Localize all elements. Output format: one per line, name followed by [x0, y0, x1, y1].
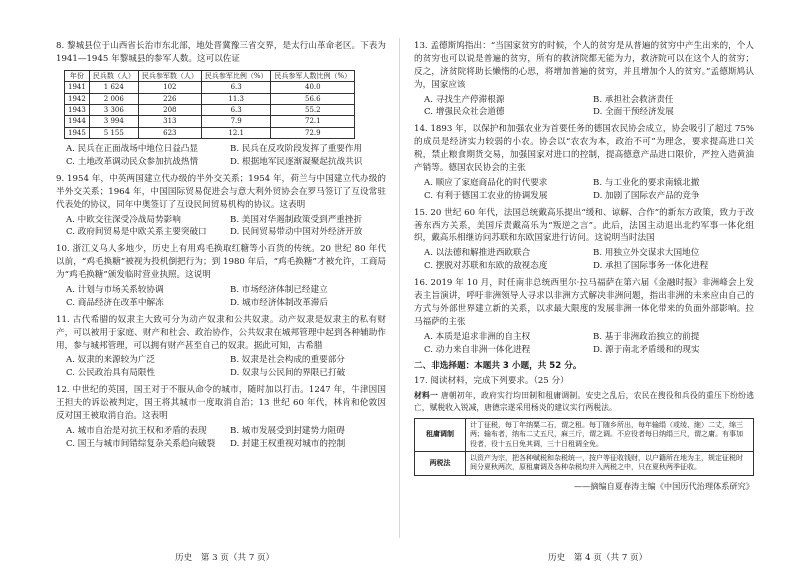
option-c: C. 商品经济在改革中解冻 [66, 297, 164, 308]
option-b: B. 用独立外交谋求大国地位 [593, 248, 700, 259]
question-9-options [66, 214, 386, 240]
tax-system-table [414, 418, 754, 476]
option-c: C. 有利于德国工农业的协调发展 [424, 190, 548, 201]
table-header: 民兵参军比例（%） [201, 70, 271, 81]
question-11-options [66, 354, 386, 380]
table-row [65, 116, 355, 127]
table-cell: 72.9 [271, 127, 355, 138]
option-d: D. 城市经济体制改革滞后 [230, 297, 328, 308]
option-b: B. 奴隶是社会构成的重要部分 [230, 355, 345, 366]
table-cell: 623 [138, 127, 201, 138]
table-row [65, 82, 355, 93]
table-cell: 102 [138, 82, 201, 93]
table-cell: 12.1 [201, 127, 271, 138]
question-15-stem: 15. 20 世纪 60 年代，法国总统戴高乐提出“缓和、谅解、合作”的新东方政策，致力于改善东西方关系，美国斥责戴高乐为“叛逆之言”。此后，法国主动退出北约军事一体化组织，戴高乐相继访问苏联和东欧国家进行访问。这说明当时法国 [414, 207, 754, 244]
option-d: D. 封建王权重视对城市的控制 [230, 438, 346, 449]
table-row-head: 租庸调制 [415, 418, 466, 451]
option-c: C. 国王与城市间错综复杂关系趋向破裂 [66, 438, 216, 449]
option-c: C. 增强民众社会道德 [424, 107, 505, 118]
option-b: B. 民兵在反攻阶段发挥了重要作用 [230, 144, 363, 155]
option-b: B. 市场经济体制已经建立 [230, 285, 328, 296]
table-header-row [65, 70, 355, 81]
option-a: A. 民兵在正面战场中地位日益凸显 [66, 144, 198, 155]
question-12-stem: 12. 中世纪的英国，国王对于不服从命令的城市，随时加以打击。1247 年，牛津因国王担夫的诉讼被判定，国王将其城市一度取消自治；13 世纪 60 年代，林肯和伦敦因反对国王被取消自治。这表明 [56, 385, 386, 422]
option-a: A. 顺应了家庭商品化的时代要求 [424, 177, 548, 188]
table-cell: 56.6 [271, 93, 355, 104]
question-10-options [66, 284, 386, 310]
option-d: D. 民间贸易带动中国对外经济开放 [230, 227, 363, 238]
table-header: 民兵数（人） [89, 70, 138, 81]
table-cell: 1942 [65, 93, 90, 104]
table-cell: 3 306 [89, 104, 138, 115]
right-column [414, 40, 754, 492]
table-row [65, 93, 355, 104]
option-a: A. 本质是追求非洲的自主权 [424, 331, 531, 342]
section-heading: 二、非选择题：本题共 3 小题，共 52 分。 [414, 361, 582, 372]
option-b: B. 承担社会救济责任 [593, 94, 674, 105]
option-b: B. 与工业化的要求南辕北撤 [593, 177, 700, 188]
material-one [414, 390, 754, 413]
table-cell: 208 [138, 104, 201, 115]
question-13-options [424, 94, 754, 120]
option-d: D. 根据地军民逐渐凝聚起抗战共识 [230, 157, 363, 168]
question-9-stem: 9. 1954 年，中英两国建立代办级的半外交关系；1954 年，荷兰与中国建立代办级的半外交关系；1964 年，中国国际贸易促进会与意大利外贸协会在罗马签订了互设常驻代表处的协议，同年中奥签订了互设民间贸易机构的协议。这表明 [56, 173, 386, 210]
option-c: C. 政府间贸易是中欧关系主要突破口 [66, 227, 207, 238]
question-17-stem: 17. 阅读材料，完成下列要求。（25 分） [414, 376, 569, 387]
page-footer-right: 历史 第 4 页（共 7 页） [548, 553, 648, 563]
option-a: A. 奴隶的来源较为广泛 [66, 355, 156, 366]
question-14-stem: 14. 1893 年，以保护和加强农业为首要任务的德国农民协会成立，协会吸引了超过 75% 的成员是经济实力较弱的小农。协会以“农农为本，政治不可”为理念，要求提高进口关税，禁止粮食期货交易，加强国家对进口的控制，提高德意产品进口限价，严控入造黄油产销等。德国农民协会的主张 [414, 124, 754, 174]
option-b: B. 基于非洲政治独立的前提 [593, 331, 700, 342]
table-cell: 7.9 [201, 116, 271, 127]
option-d: D. 全面干预经济发展 [593, 107, 674, 118]
option-b: B. 城市发展受到封建势力阻碍 [230, 425, 345, 436]
page-footer-left: 历史 第 3 页（共 7 页） [175, 553, 275, 563]
option-d: D. 源于南北矛盾缓和的现实 [593, 344, 700, 355]
question-11-stem: 11. 古代希腊的奴隶主大致可分为动产奴隶和公共奴隶。动产奴隶是奴隶主的私有财产，可以被用于家庭、财产和杜会、政治协作，公共奴隶在城邦管理中起到各种辅助作用，参与城邦管理，可以拥有财产甚至自己的奴隶。据此可知，古希腊 [56, 314, 386, 351]
material-label: 材料一 [414, 391, 439, 401]
table-cell: 3 994 [89, 116, 138, 127]
table-cell: 6.3 [201, 82, 271, 93]
option-a: A. 城市自治是对抗王权和矛盾的表现 [66, 425, 207, 436]
table-cell: 以资产为宗，把各种赋税和杂税统一，按户等征收钱财，以户籍所在地为主，规定征税时间分夏秋两次，原租庸调及各种杂税均并入两税之中，只在夏秋两季征收。 [466, 451, 754, 475]
question-13-stem: 13. 孟德斯鸠指出：“当国家贫穷的时候，个人的贫穷是从普遍的贫穷中产生出来的，个人的贫穷也可以说是普遍的贫穷，所有的救济院都无能为力，救济院可以在这个人的贫穷；反之，济贫院将助长懒惰的心思，将增加普遍的贫穷，并且增加个人的贫穷。”孟德斯鸠认为，国家应该 [414, 41, 754, 90]
table-row [65, 127, 355, 138]
table-cell: 计丁征税，每丁年纳粟二石，谓之租。每丁随乡所出，每年输绢（或绫、絁）二丈，绵三两；输布者，纳布二丈五尺，麻三斤，谓之调。不应役者每日纳绢三尺，谓之庸。有事加役者，役十五日免其调，三十日租调全免。 [466, 418, 754, 451]
option-d: D. 加剧了国际农产品的竞争 [593, 190, 700, 201]
table-cell: 55.2 [271, 104, 355, 115]
option-c: C. 公民政治具有局限性 [66, 368, 156, 379]
option-d: D. 奴隶与公民间的界限已打破 [230, 368, 346, 379]
source-citation: ——摘编自夏春涛主编《中国历代治理体系研究》 [573, 480, 754, 491]
option-c: C. 摆脱对苏联和东欧的敌视态度 [424, 261, 548, 272]
option-c: C. 土地改革调动民众参加抗战热情 [66, 157, 199, 168]
table-cell: 313 [138, 116, 201, 127]
option-c: C. 动力来自非洲一体化进程 [424, 344, 531, 355]
conscription-table [64, 70, 355, 139]
table-header: 民兵参军数（人） [138, 70, 201, 81]
table-row [415, 418, 754, 451]
left-column [56, 40, 386, 455]
table-header: 年份 [65, 70, 90, 81]
table-header: 民兵参军人数比例（%） [271, 70, 355, 81]
question-16-options [424, 331, 754, 357]
table-cell: 1945 [65, 127, 90, 138]
option-a: A. 计划与市场关系较协调 [66, 285, 164, 296]
question-14-options [424, 177, 754, 203]
table-cell: 1 624 [89, 82, 138, 93]
table-cell: 2 006 [89, 93, 138, 104]
table-cell: 1944 [65, 116, 90, 127]
table-cell: 72.1 [271, 116, 355, 127]
table-row [415, 451, 754, 475]
column-divider [399, 38, 400, 538]
question-12-options [66, 425, 386, 451]
table-cell: 40.0 [271, 82, 355, 93]
table-cell: 11.3 [201, 93, 271, 104]
option-a: A. 以法德和解推进西欧联合 [424, 248, 531, 259]
table-cell: 1941 [65, 82, 90, 93]
option-d: D. 承担了国际事务一体化进程 [593, 261, 709, 272]
question-16-stem: 16. 2019 年 10 月，时任南非总统西里尔·拉马福萨在第六届《金融时报》非洲峰会上发表主旨演讲，呼吁非洲领导人寻求以非洲方式解决非洲问题，指出非洲的未来应由自己的方式与外部世界建立新的关系，以求最大限度的发展非洲一体化带来的负面外部影响。拉马福萨的主张 [414, 278, 754, 327]
table-cell: 5 155 [89, 127, 138, 138]
question-8-stem: 8. 黎城县位于山西省长治市东北部，地处晋冀豫三省交界，是太行山革命老区。下表为1941—1945 年黎城县的参军人数。这可以佐证 [56, 41, 386, 64]
table-cell: 226 [138, 93, 201, 104]
table-cell: 6.3 [201, 104, 271, 115]
table-row [65, 104, 355, 115]
table-cell: 1943 [65, 104, 90, 115]
option-a: A. 寻找生产停滞根源 [424, 94, 505, 105]
material-text: 唐朝初年，政府实行均田制和租庸调制。安史之乱后，农民在搜役和兵役的重压下纷纷逃亡，赋税收入锐减，唐德宗遂采用杨炎的建议实行两税法。 [414, 391, 754, 412]
option-b: B. 美国对华遏制政策受到严重挫折 [230, 214, 363, 225]
question-8-options [66, 143, 386, 169]
question-15-options [424, 247, 754, 273]
table-row-head: 两税法 [415, 451, 466, 475]
question-10-stem: 10. 浙江义乌人多地少，历史上有用鸡毛换取红糖等小百货的传统。20 世纪 80 年代以前，“鸡毛换糖”被视为投机倒把行为；到 1980 年后，“鸡毛换糖”才被允许，工商局为“鸡毛换糖”颁发临时营业执照。这说明 [56, 244, 386, 281]
option-a: A. 中欧交往深受冷战局势影响 [66, 214, 181, 225]
